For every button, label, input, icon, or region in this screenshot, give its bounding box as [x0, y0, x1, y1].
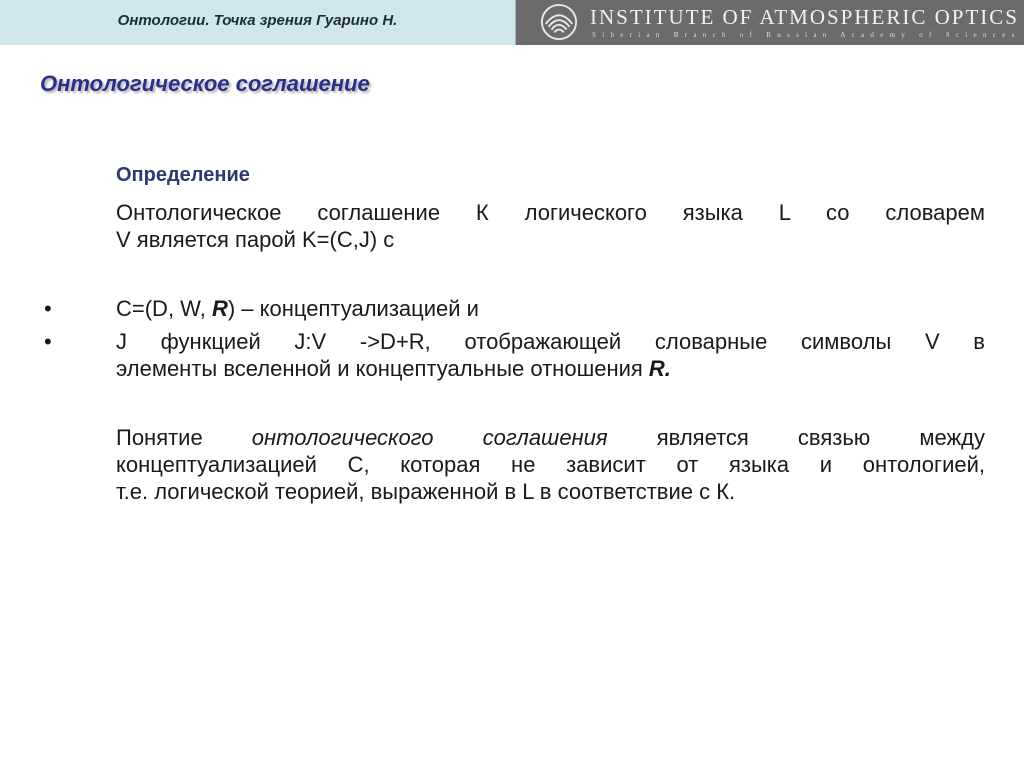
- concept-line-2: концептуализацией С, которая не зависит от языка и онтологией,: [116, 452, 985, 477]
- bullet-2-line-1: J функцией J:V ->D+R, отображающей словарные символы V в: [116, 329, 985, 354]
- definition-line-1: Онтологическое соглашение К логического языка L со словарем: [116, 200, 985, 225]
- bullet-2-emphasis: R.: [648, 356, 671, 381]
- bullet-1-text: [116, 295, 985, 322]
- bullet-item-1: [116, 295, 985, 322]
- concept-emphasis: онтологического соглашения: [251, 425, 608, 450]
- bullet-1-emphasis: R: [211, 296, 228, 321]
- institute-subtitle: Siberian Branch of Russian Academy of Sciences: [592, 31, 1021, 39]
- bullet-1-pre: C=(D, W,: [116, 296, 212, 321]
- concept-line-1-post: является связью между: [607, 425, 986, 450]
- bullet-marker-1: •: [44, 296, 52, 321]
- concept-line-1: [116, 424, 985, 451]
- slide-title: Онтологическое соглашение: [40, 71, 370, 96]
- definition-heading: Определение: [116, 164, 250, 186]
- bullet-2-line-2-text: элементы вселенной и концептуальные отношения: [116, 356, 649, 381]
- presentation-title: Онтологии. Точка зрения Гуарино Н.: [117, 12, 398, 29]
- bullet-1-post: ) – концептуализацией и: [227, 296, 479, 321]
- bullet-2-line-2: [116, 355, 985, 382]
- header-title-bar: [0, 0, 516, 45]
- definition-line-2: V является парой K=(C,J) с: [116, 227, 395, 252]
- definition-text: [116, 199, 985, 253]
- bullet-marker-2: •: [44, 329, 52, 354]
- concept-pre: Понятие: [116, 425, 252, 450]
- institute-name: INSTITUTE OF ATMOSPHERIC OPTICS: [590, 5, 1019, 29]
- concept-paragraph: [116, 424, 985, 505]
- institute-banner: [516, 0, 1024, 45]
- bullet-item-2: [116, 328, 985, 382]
- institute-logo-icon: [540, 3, 578, 41]
- concept-line-3: т.е. логической теорией, выраженной в L в соответствие с К.: [116, 479, 736, 504]
